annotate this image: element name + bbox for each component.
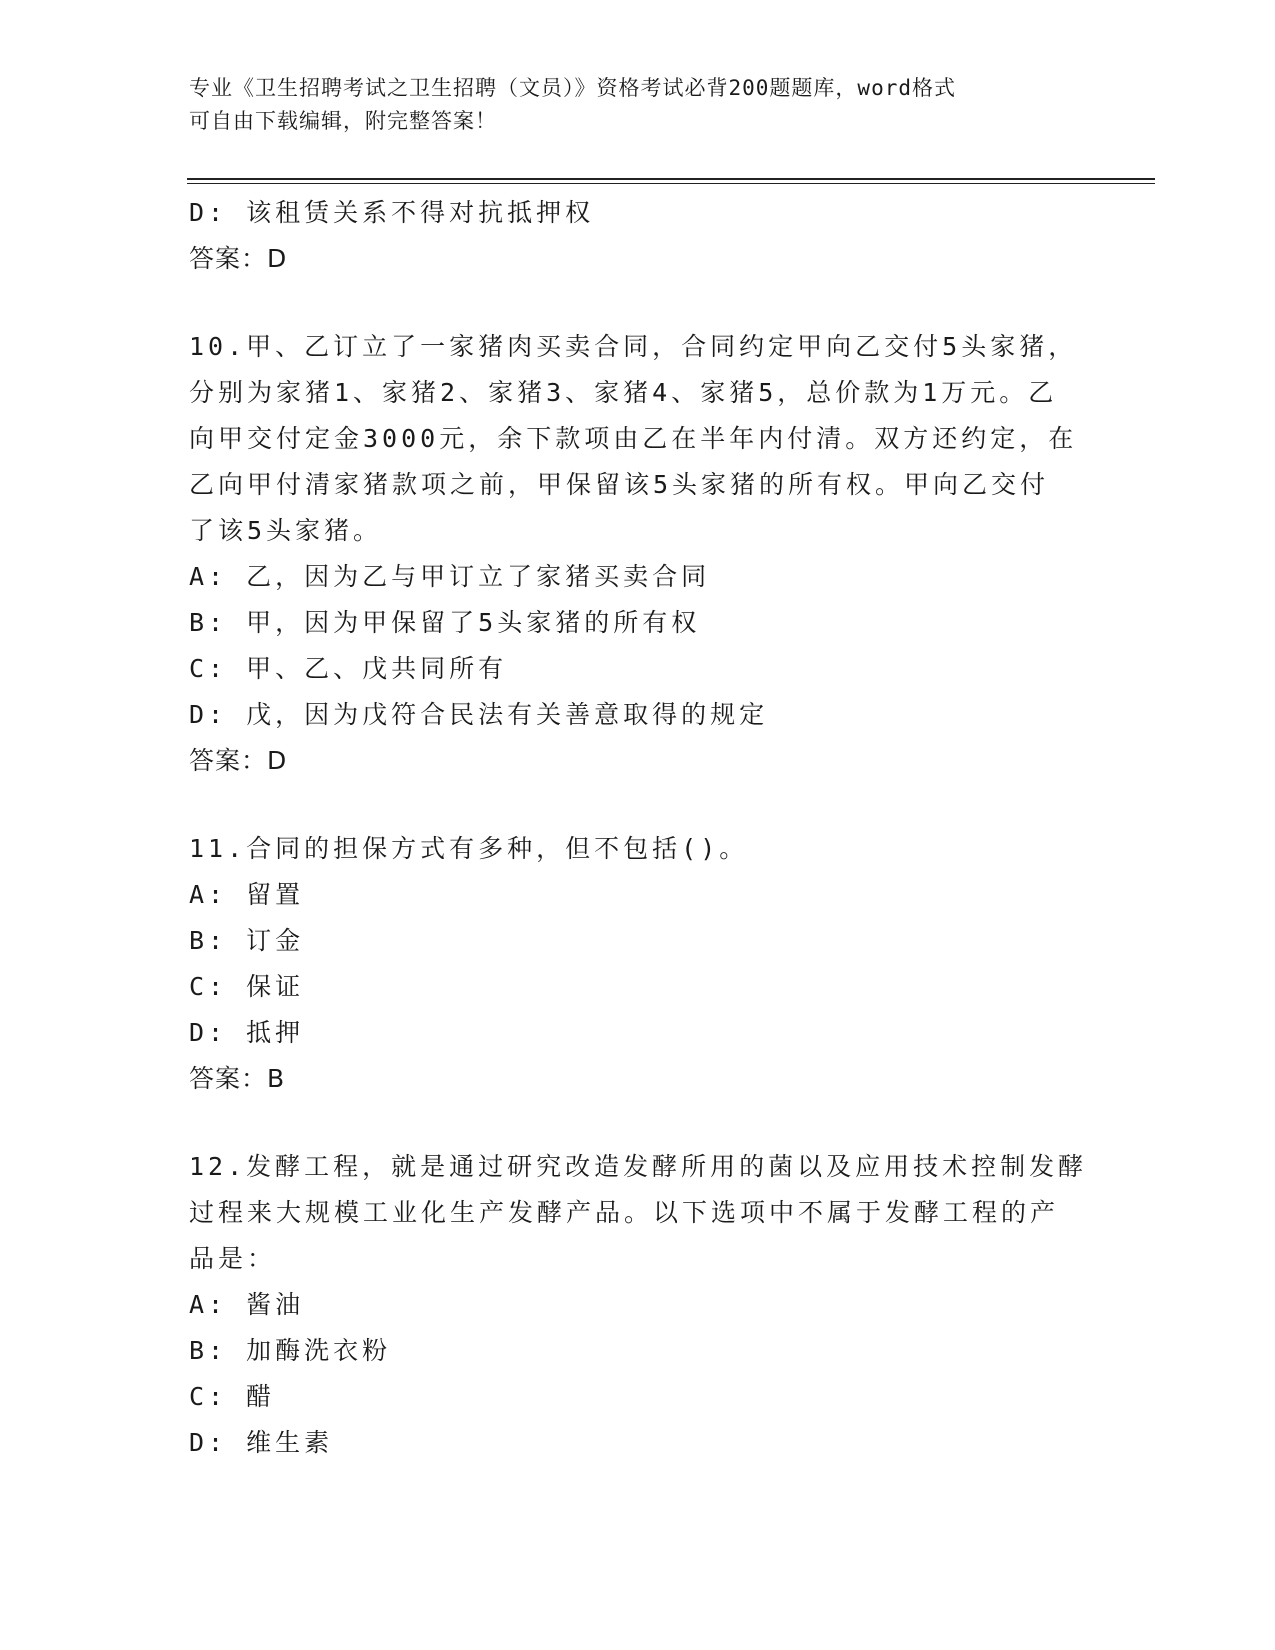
question-10-option-c: C: 甲、乙、戊共同所有 (189, 654, 508, 683)
prev-answer: 答案：D (189, 244, 288, 273)
question-10-answer: 答案：D (189, 746, 288, 775)
question-10-line-4: 乙向甲付清家猪款项之前，甲保留该5头家猪的所有权。甲向乙交付 (189, 470, 1050, 499)
header-line-1: 专业《卫生招聘考试之卫生招聘（文员）》资格考试必背200题题库，word格式 (189, 76, 956, 100)
question-11-answer: 答案：B (189, 1064, 286, 1093)
question-12 (189, 1144, 1089, 1466)
header-line-2: 可自由下载编辑，附完整答案！ (189, 109, 497, 133)
document-header (189, 72, 1069, 138)
question-12-option-a: A: 酱油 (189, 1290, 305, 1319)
header-divider-thin (187, 183, 1155, 184)
question-10-line-2: 分别为家猪1、家猪2、家猪3、家猪4、家猪5，总价款为1万元。乙 (189, 378, 1058, 407)
question-10-line-1: 10.甲、乙订立了一家猪肉买卖合同，合同约定甲向乙交付5头家猪， (189, 332, 1078, 361)
question-11-stem: 11.合同的担保方式有多种，但不包括()。 (189, 834, 749, 863)
question-11-option-a: A: 留置 (189, 880, 305, 909)
question-11-option-b: B: 订金 (189, 926, 305, 955)
question-11-option-d: D: 抵押 (189, 1018, 305, 1047)
question-11-option-c: C: 保证 (189, 972, 305, 1001)
question-10-line-3: 向甲交付定金3000元，余下款项由乙在半年内付清。双方还约定，在 (189, 424, 1078, 453)
prev-option-d: D: 该租赁关系不得对抗抵押权 (189, 198, 595, 227)
question-10-line-5: 了该5头家猪。 (189, 516, 383, 545)
question-12-line-3: 品是： (189, 1244, 277, 1273)
question-11 (189, 826, 1089, 1102)
question-12-line-1: 12.发酵工程，就是通过研究改造发酵所用的菌以及应用技术控制发酵 (189, 1152, 1088, 1181)
header-divider-thick (187, 178, 1155, 180)
question-12-option-b: B: 加酶洗衣粉 (189, 1336, 392, 1365)
question-10-option-d: D: 戊，因为戊符合民法有关善意取得的规定 (189, 700, 769, 729)
question-12-option-d: D: 维生素 (189, 1428, 334, 1457)
question-12-line-2: 过程来大规模工业化生产发酵产品。以下选项中不属于发酵工程的产 (189, 1198, 1060, 1227)
document-body (189, 190, 1089, 1466)
question-12-option-c: C: 醋 (189, 1382, 276, 1411)
question-10-option-b: B: 甲，因为甲保留了5头家猪的所有权 (189, 608, 701, 637)
question-10-option-a: A: 乙，因为乙与甲订立了家猪买卖合同 (189, 562, 711, 591)
question-10 (189, 324, 1089, 784)
